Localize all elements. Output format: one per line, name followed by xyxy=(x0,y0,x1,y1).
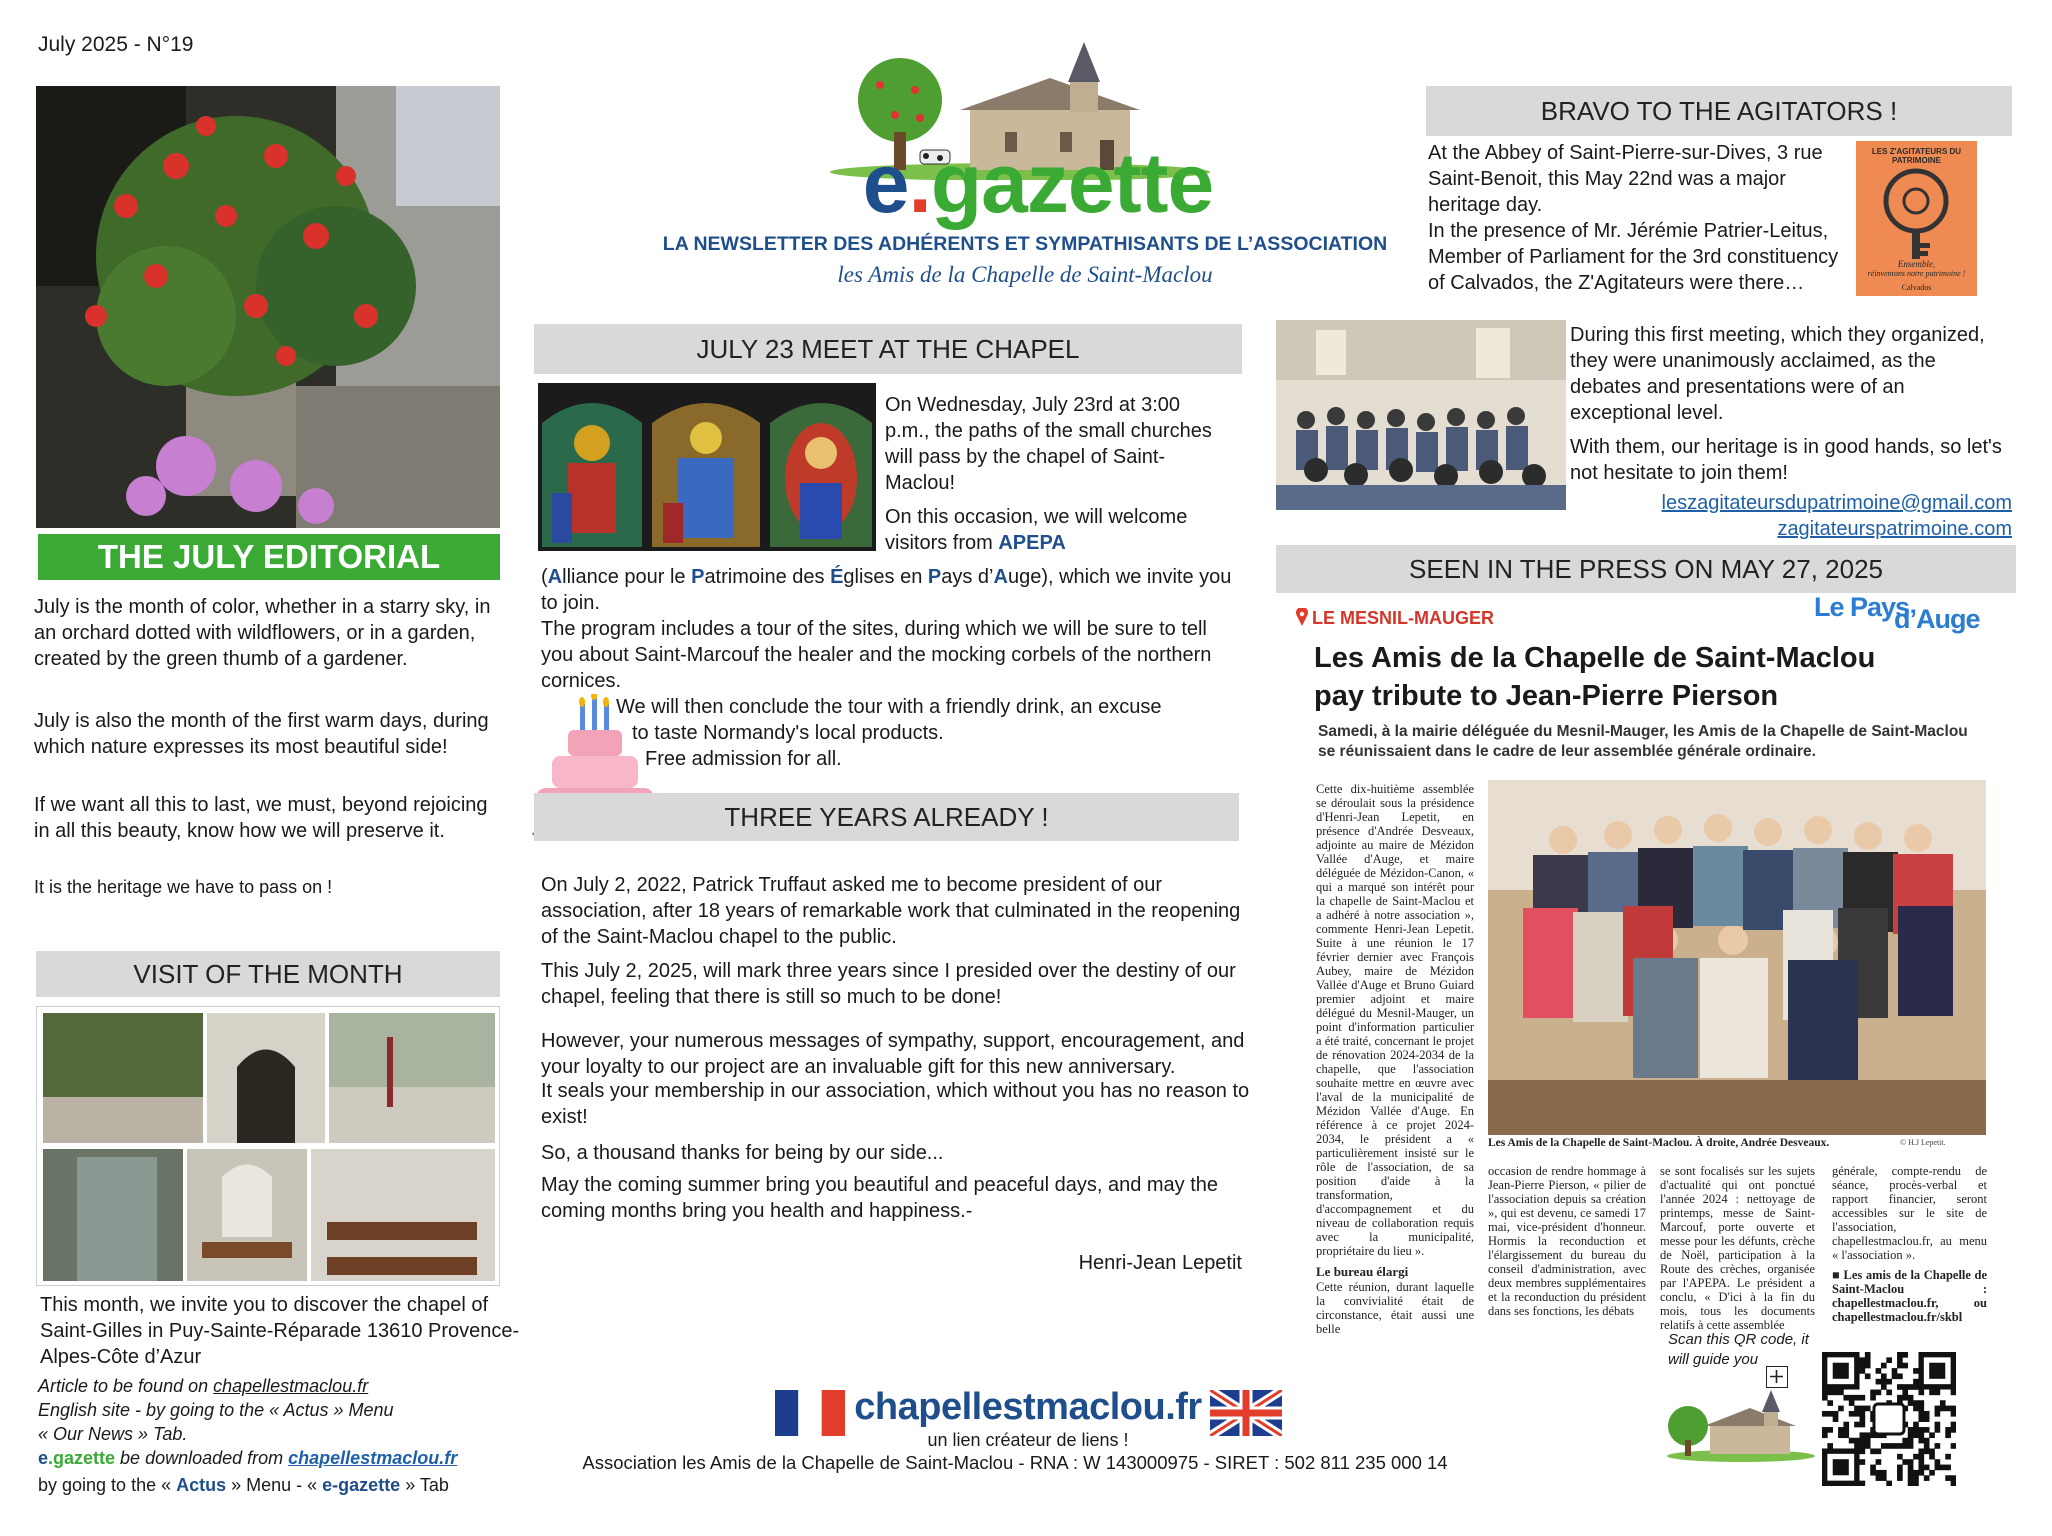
qr-instruction: Scan this QR code, it will guide you xyxy=(1668,1331,1809,1368)
qr-code[interactable] xyxy=(1822,1352,1956,1486)
agitateurs-email-link[interactable]: leszagitateursdupatrimoine@gmail.com xyxy=(1661,492,2012,514)
press-title: SEEN IN THE PRESS ON MAY 27, 2025 xyxy=(1276,545,2016,593)
press-headline-1: Les Amis de la Chapelle de Saint-Maclou xyxy=(1314,642,1876,674)
press-column-3: se sont focalisés sur les sujets d'actualité qui ont ponctué l'année 2024 : nettoyage de printemps, messe de Saint-Marcouf, porte ouverte et messe pour les défunts, crèche de Noël, participation à la Route des crèches, organisée par l'APEPA. Le président a conclu, « D'ici à la fin du mois, tous les documents relatifs à cette assemblée xyxy=(1660,1164,1815,1332)
location-pin-icon xyxy=(1296,608,1308,626)
visit-our-news: « Our News » Tab. xyxy=(38,1424,188,1444)
visit-download-line: e.gazette be downloaded from chapellestmaclou.fr xyxy=(38,1448,458,1468)
bravo-p1: At the Abbey of Saint-Pierre-sur-Dives, 3 rue Saint-Benoit, this May 22nd was a major heritage day. xyxy=(1428,142,1823,216)
bravo-title: BRAVO TO THE AGITATORS ! xyxy=(1426,86,2012,136)
three-p6: May the coming summer bring you beautiful and peaceful days, and may the coming months bring you health and happiness.- xyxy=(541,1174,1219,1222)
three-p1: On July 2, 2022, Patrick Truffaut asked me to become president of our association, after 18 years of remarkable work that culminated in the reopening of the Saint-Maclou chapel to the public. xyxy=(541,874,1241,948)
editorial-p1: July is the month of color, whether in a starry sky, in an orchard dotted with wildflowers, or in a garden, created by the green thumb of a gardener. xyxy=(34,596,491,670)
article-link[interactable]: chapellestmaclou.fr xyxy=(213,1376,369,1396)
uk-flag-icon xyxy=(1210,1390,1282,1436)
bravo-p4: With them, our heritage is in good hands, so let's not hesitate to join them! xyxy=(1570,436,2002,484)
editorial-p4: It is the heritage we have to pass on ! xyxy=(34,877,333,897)
footer-legal: Association les Amis de la Chapelle de Saint-Maclou - RNA : W 143000975 - SIRET : 502 811 235 000 14 xyxy=(582,1452,1448,1473)
footer-website-link[interactable]: chapellestmaclou.fr xyxy=(854,1386,1202,1428)
press-location: LE MESNIL-MAUGER xyxy=(1312,608,1494,628)
meet-title: JULY 23 MEET AT THE CHAPEL xyxy=(534,324,1242,374)
agitateurs-logo xyxy=(1856,141,1977,296)
press-column-4-ref: ■ Les amis de la Chapelle de Saint-Maclou : chapellestmaclou.fr, ou chapellestmaclou.fr/skbl xyxy=(1832,1268,1987,1324)
abbey-meeting-photo xyxy=(1276,320,1566,510)
french-flag-icon xyxy=(775,1390,845,1436)
meet-p4-line3: Free admission for all. xyxy=(645,748,842,770)
visit-menu-line: by going to the « Actus » Menu - « e-gazette » Tab xyxy=(38,1475,449,1495)
rose-garden-photo xyxy=(36,86,500,528)
three-p4: It seals your membership in our association, which without you has no reason to exist! xyxy=(541,1080,1250,1128)
press-lede: Samedi, à la mairie déléguée du Mesnil-Mauger, les Amis de la Chapelle de Saint-Maclou se réunissaient dans le cadre de leur assemblée générale ordinaire. xyxy=(1318,723,1968,760)
press-column-1b: Cette réunion, durant laquelle la convivialité était de circonstance, était aussi une belle xyxy=(1316,1280,1474,1336)
editorial-p3: If we want all this to last, we must, beyond rejoicing in all this beauty, know how we will preserve it. xyxy=(34,794,488,842)
expand-icon[interactable] xyxy=(1766,1366,1788,1388)
editorial-p2: July is also the month of the first warm days, during which nature expresses its most beautiful side! xyxy=(34,710,489,758)
visit-text: This month, we invite you to discover the chapel of Saint-Gilles in Puy-Sainte-Réparade 13610 Provence-Alpes-Côte d’Azur xyxy=(40,1294,520,1368)
press-column-4: générale, compte-rendu de séance, procès-verbal et rapport financier, seront accessibles sur le site de l'association, chapellestmaclou.fr, au menu « l'association ». xyxy=(1832,1164,1987,1262)
footer-tagline: un lien créateur de liens ! xyxy=(927,1430,1129,1450)
masthead-subtitle: LA NEWSLETTER DES ADHÉRENTS ET SYMPATHISANTS DE L’ASSOCIATION xyxy=(662,233,1388,255)
press-headline-2: pay tribute to Jean-Pierre Pierson xyxy=(1314,680,1779,712)
visit-english-line: English site - by going to the « Actus » Menu xyxy=(38,1400,394,1420)
meet-p2: On this occasion, we will welcome visitors from APEPA xyxy=(885,506,1188,554)
meet-p1: On Wednesday, July 23rd at 3:00 p.m., the paths of the small churches will pass by the chapel of Saint-Maclou! xyxy=(885,394,1212,494)
chapel-collage-photo xyxy=(36,1006,500,1286)
three-years-title: THREE YEARS ALREADY ! xyxy=(534,793,1239,841)
press-photo-credit: © H.J Lepetit. xyxy=(1900,1138,1946,1147)
le-pays-dauge-logo: Le Pays d’Auge xyxy=(1814,592,1980,634)
meet-p4-line2: to taste Normandy's local products. xyxy=(632,722,944,744)
chapel-thumbnail-icon xyxy=(1664,1390,1818,1462)
stained-glass-photo xyxy=(538,383,876,551)
press-photo-caption: Les Amis de la Chapelle de Saint-Maclou. À droite, Andrée Desveaux. xyxy=(1488,1137,1830,1149)
press-column-1: Cette dix-huitième assemblée se déroulait sous la présidence d'Henri-Jean Lepetit, en présence d'Andrée Desveaux, adjointe au maire de Mézidon Vallée d'Auge, et maire déléguée de Mézidon-Canon, « qui a marqué son intérêt pour la chapelle de Saint-Maclou et a adhéré à notre association », commente Henri-Jean Lepetit. Suite à une réunion le 17 février dernier avec François Aubey, maire de Mézidon Vallée d'Auge et Bruno Guiard premier adjoint et maire délégué du Mesnil-Mauger, un point d'information particulier a été traité, concernant le projet de rénovation 2024-2034 de la chapelle, que l'association souhaite mettre en œuvre avec l'aval de la municipalité de Mézidon Vallée d'Auge. En référence à ce projet 2024-2034, le président a « particulièrement insisté sur le rôle de l'association, de sa position d'aide à la transformation, d'accompagnement et du niveau de collaboration requis avec la municipalité, propriétaire du lieu ». xyxy=(1316,782,1474,1258)
meet-p3: The program includes a tour of the sites, during which we will be sure to tell you about Saint-Marcouf the healer and the mocking corbels of the northern cornices. xyxy=(541,618,1212,692)
meet-apepa-expansion: (Alliance pour le Patrimoine des Églises en Pays d’Auge), which we invite you to join. xyxy=(541,566,1232,614)
three-signature: Henri-Jean Lepetit xyxy=(1078,1252,1242,1274)
egazette-logo: e.gazette xyxy=(862,136,1214,230)
assembly-group-photo xyxy=(1488,780,1986,1135)
three-p2: This July 2, 2025, will mark three years since I presided over the destiny of our chapel, feeling that there is still so much to be done! xyxy=(541,960,1236,1008)
masthead-script-line: les Amis de la Chapelle de Saint-Maclou xyxy=(837,262,1213,287)
agitateurs-logo-dept: Calvados xyxy=(1901,283,1932,292)
editorial-title: THE JULY EDITORIAL xyxy=(38,534,500,580)
download-link[interactable]: chapellestmaclou.fr xyxy=(288,1448,458,1468)
agitateurs-logo-line1: Ensemble, xyxy=(1897,259,1936,269)
agitateurs-logo-arc: LES Z'AGITATEURS DU PATRIMOINE xyxy=(1871,147,1962,165)
three-p3: However, your numerous messages of sympathy, support, encouragement, and your loyalty to our project are an invaluable gift for this new anniversary. xyxy=(541,1030,1245,1078)
agitateurs-site-link[interactable]: zagitateurspatrimoine.com xyxy=(1777,518,2012,540)
bravo-p3: During this first meeting, which they organized, they were unanimously acclaimed, as the debates and presentations were of an exceptional level. xyxy=(1570,324,1985,424)
three-p5: So, a thousand thanks for being by our side... xyxy=(541,1142,944,1164)
press-column-2: occasion de rendre hommage à Jean-Pierre Pierson, « pilier de l'association depuis sa création », qui est devenu, ce samedi 17 mai, vice-président d'honneur. Hormis la reconduction et l'élargissement du bureau du conseil d'administration, avec deux membres supplémentaires et la reconduction du président dans ses fonctions, les débats xyxy=(1488,1164,1646,1318)
visit-article-line: Article to be found on chapellestmaclou.fr xyxy=(38,1376,369,1396)
issue-number: July 2025 - N°19 xyxy=(38,33,194,56)
meet-p4-line1: We will then conclude the tour with a friendly drink, an excuse xyxy=(616,696,1162,718)
visit-title: VISIT OF THE MONTH xyxy=(36,951,500,997)
bravo-p2: In the presence of Mr. Jérémie Patrier-Leitus, Member of Parliament for the 3rd constituency of Calvados, the Z'Agitateurs were there… xyxy=(1428,220,1839,294)
press-subhead: Le bureau élargi xyxy=(1316,1264,1409,1279)
agitateurs-logo-line2: réinventons notre patrimoine ! xyxy=(1867,269,1966,278)
